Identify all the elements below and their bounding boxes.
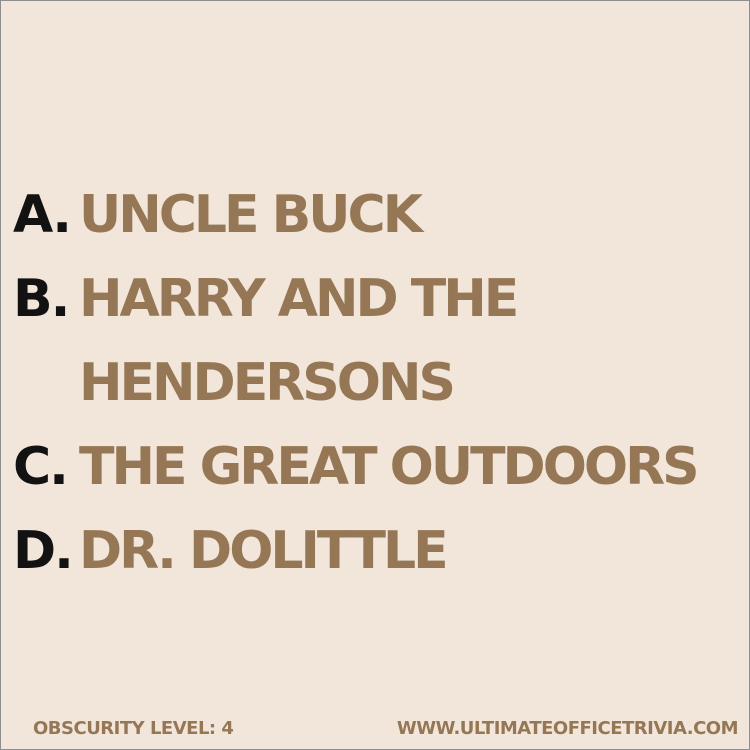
answer-text-a bbox=[79, 173, 743, 257]
obscurity-level-label: OBSCURITY LEVEL: 4 bbox=[33, 718, 234, 739]
answer-text-d bbox=[79, 509, 743, 593]
answer-text-c bbox=[79, 425, 743, 509]
answer-text-c-line-1: THE GREAT OUTDOORS bbox=[79, 437, 697, 497]
answer-option-b bbox=[13, 257, 743, 425]
answer-text-a-line-1: UNCLE BUCK bbox=[79, 185, 420, 245]
answer-text-b-line-2: HENDERSONS bbox=[79, 353, 453, 413]
answer-text-b bbox=[79, 257, 743, 425]
answer-letter-a: A. bbox=[13, 185, 70, 245]
website-url: WWW.ULTIMATEOFFICETRIVIA.COM bbox=[396, 718, 738, 739]
answer-option-d bbox=[13, 509, 743, 593]
answer-text-b-line-1: HARRY AND THE bbox=[79, 269, 517, 329]
answer-letter-c: C. bbox=[13, 437, 67, 497]
answer-letter-b: B. bbox=[13, 269, 69, 329]
answer-text-d-line-1: DR. DOLITTLE bbox=[79, 521, 446, 581]
answer-list bbox=[13, 173, 743, 593]
answer-letter-d: D. bbox=[13, 521, 72, 581]
answer-option-c bbox=[13, 425, 743, 509]
answer-option-a bbox=[13, 173, 743, 257]
